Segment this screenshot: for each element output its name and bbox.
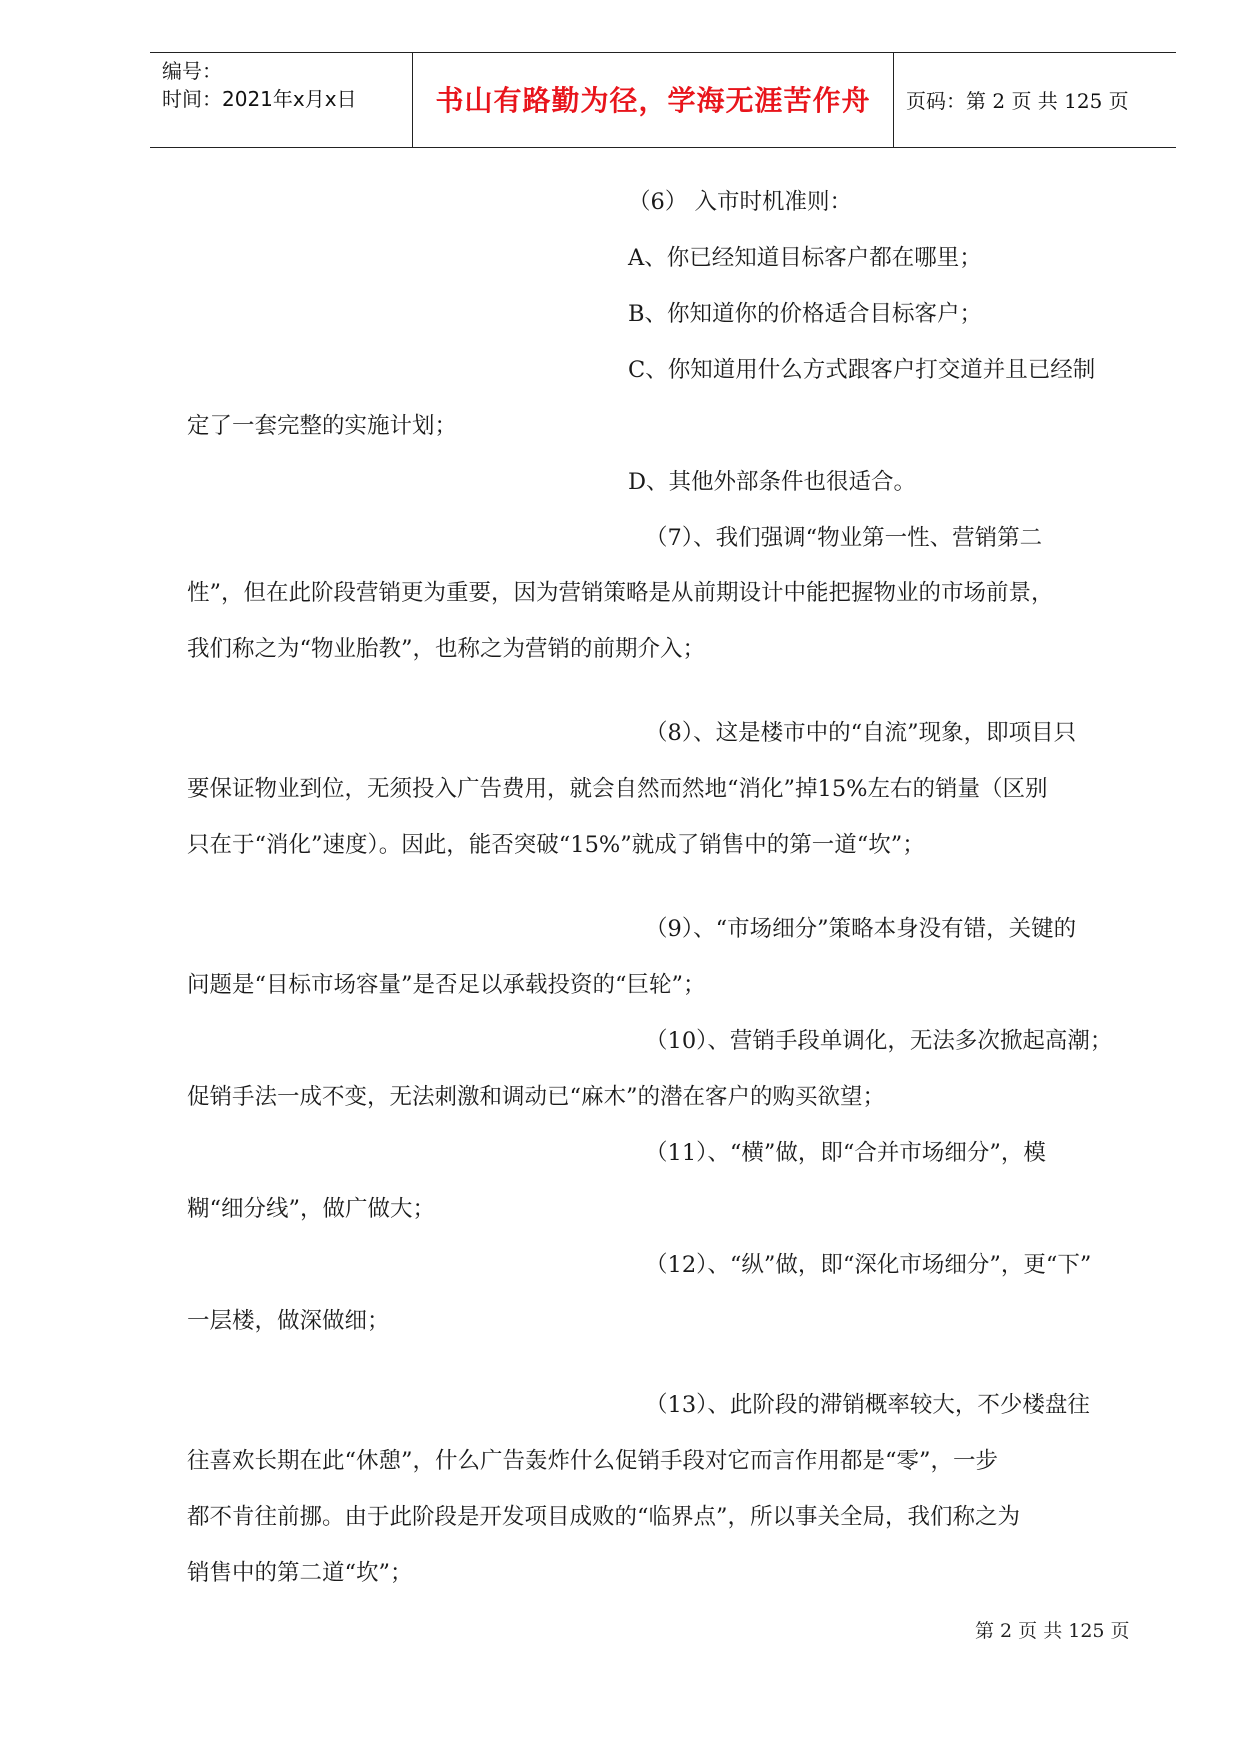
paragraph-line: 一层楼，做深做细；: [187, 1308, 390, 1334]
header-left-cell: [150, 53, 412, 147]
paragraph-line: （13）、此阶段的滞销概率较大，不少楼盘往: [645, 1392, 1090, 1418]
paragraph-line: 要保证物业到位，无须投入广告费用，就会自然而然地“消化”掉15%左右的销量（区别: [187, 776, 1048, 802]
paragraph-line: 都不肯往前挪。由于此阶段是开发项目成败的“临界点”，所以事关全局，我们称之为: [187, 1504, 1021, 1530]
paragraph-line: 销售中的第二道“坎”；: [187, 1560, 413, 1586]
paragraph-line: 问题是“目标市场容量”是否足以承载投资的“巨轮”；: [187, 972, 706, 998]
paragraph-line: （8）、这是楼市中的“自流”现象，即项目只: [645, 720, 1077, 746]
paragraph-line: （7）、我们强调“物业第一性、营销第二: [645, 525, 1043, 551]
header-page-cell: [894, 53, 1176, 147]
paragraph-line: 往喜欢长期在此“休憩”，什么广告轰炸什么促销手段对它而言作用都是“零”，一步: [187, 1448, 999, 1474]
document-time-label: 时间：2021年x月x日: [162, 87, 357, 111]
paragraph-line: 我们称之为“物业胎教”，也称之为营销的前期介入；: [187, 636, 706, 662]
paragraph-line: （10）、营销手段单调化，无法多次掀起高潮；: [645, 1028, 1113, 1054]
header-motto: 书山有路勤为径，学海无涯苦作舟: [435, 84, 871, 117]
paragraph-line: 促销手法一成不变，无法刺激和调动已“麻木”的潜在客户的购买欲望；: [187, 1084, 886, 1110]
header-page-info: 页码：第 2 页 共 125 页: [906, 89, 1129, 113]
paragraph-line: D、其他外部条件也很适合。: [628, 469, 917, 495]
paragraph-line: C、你知道用什么方式跟客户打交道并且已经制: [628, 357, 1096, 383]
paragraph-line: 性”，但在此阶段营销更为重要，因为营销策略是从前期设计中能把握物业的市场前景，: [187, 580, 1054, 606]
paragraph-line: （6） 入市时机准则：: [628, 189, 852, 215]
paragraph-line: A、你已经知道目标客户都在哪里；: [628, 245, 982, 271]
page-header: [150, 52, 1176, 148]
paragraph-line: 定了一套完整的实施计划；: [187, 413, 458, 439]
paragraph-line: 糊“细分线”，做广做大；: [187, 1196, 436, 1222]
document-number-label: 编号：: [162, 59, 222, 83]
paragraph-line: （11）、“横”做，即“合并市场细分”，模: [645, 1140, 1046, 1166]
header-motto-cell: [412, 53, 894, 147]
paragraph-line: （9）、“市场细分”策略本身没有错，关键的: [645, 916, 1077, 942]
page-footer: 第 2 页 共 125 页: [975, 1620, 1130, 1642]
paragraph-line: （12）、“纵”做，即“深化市场细分”，更“下”: [645, 1252, 1092, 1278]
paragraph-line: 只在于“消化”速度）。因此，能否突破“15%”就成了销售中的第一道“坎”；: [187, 832, 925, 858]
paragraph-line: B、你知道你的价格适合目标客户；: [628, 301, 983, 327]
